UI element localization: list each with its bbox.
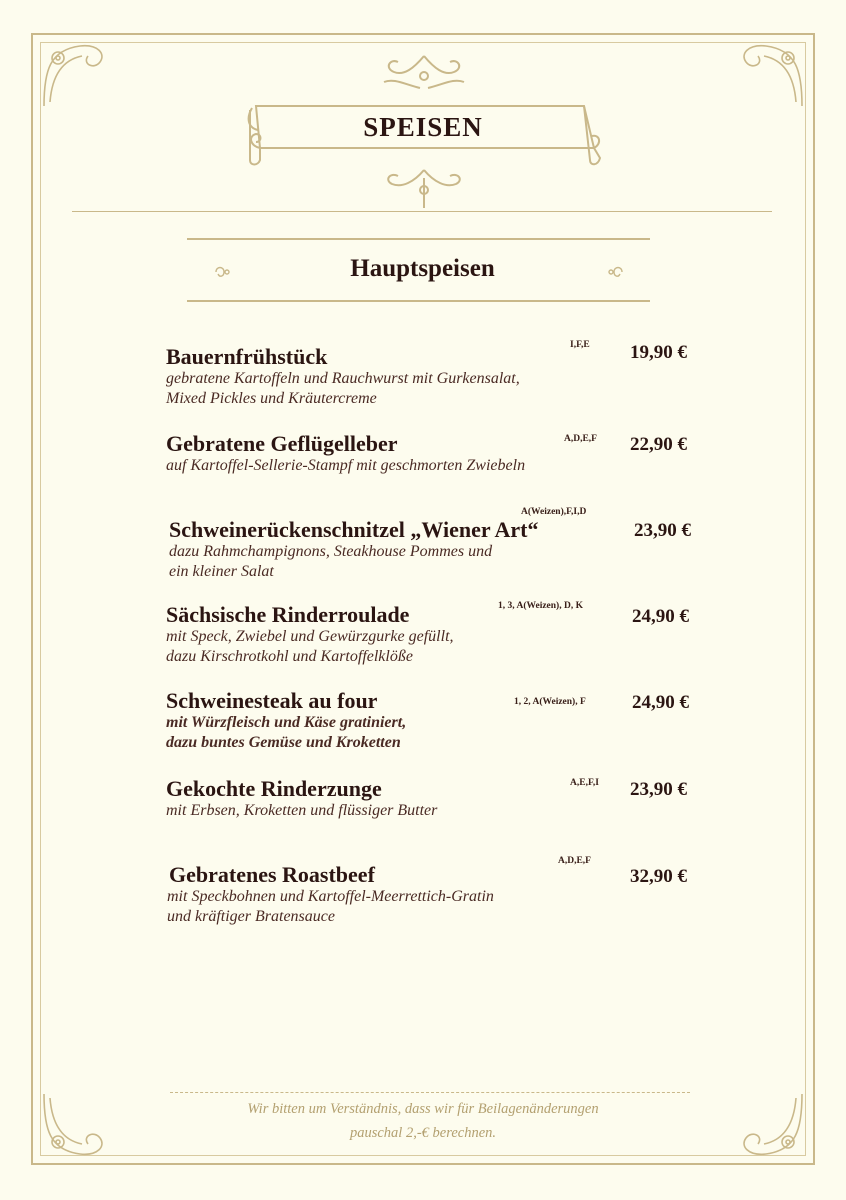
corner-ornament-icon (736, 1090, 806, 1160)
allergen-codes: A,D,E,F (558, 856, 591, 866)
menu-item (166, 432, 706, 476)
corner-ornament-icon (40, 1090, 110, 1160)
dish-description: mit Würzfleisch und Käse gratiniert, (166, 714, 407, 731)
footer-line: pauschal 2,-€ berechnen. (349, 1125, 497, 1141)
allergen-codes: 1, 3, A(Weizen), D, K (498, 601, 583, 611)
menu-item (169, 863, 709, 927)
dish-description: Mixed Pickles und Kräutercreme (166, 390, 377, 407)
dish-name: Gebratenes Roastbeef (169, 862, 375, 887)
header-divider (72, 211, 772, 212)
dish-description: auf Kartoffel-Sellerie-Stampf mit geschmorten Zwiebeln (166, 457, 526, 474)
dish-price: 24,90 € (632, 606, 689, 627)
dish-description: mit Speck, Zwiebel und Gewürzgurke gefüllt, (166, 628, 454, 645)
dish-description: gebratene Kartoffeln und Rauchwurst mit Gurkensalat, (166, 370, 520, 387)
dish-description: ein kleiner Salat (169, 563, 274, 580)
menu-item (166, 345, 706, 409)
corner-ornament-icon (40, 40, 110, 110)
dish-name: Sächsische Rinderroulade (166, 602, 410, 627)
dish-description: und kräftiger Bratensauce (167, 908, 335, 925)
dish-description: dazu Kirschrotkohl und Kartoffelklöße (166, 648, 413, 665)
allergen-codes: 1, 2, A(Weizen), F (514, 697, 586, 707)
allergen-codes: A(Weizen),F,I,D (521, 507, 587, 517)
dish-name: Gebratene Geflügelleber (166, 431, 398, 456)
menu-item (166, 689, 706, 753)
allergen-codes: A,D,E,F (564, 434, 597, 444)
section-bottom-rule (187, 300, 650, 302)
menu-item (166, 777, 706, 821)
dish-price: 22,90 € (630, 434, 687, 455)
allergen-codes: A,E,F,I (570, 778, 599, 788)
section-top-rule (187, 238, 650, 240)
dish-description: dazu buntes Gemüse und Kroketten (166, 734, 401, 751)
menu-item (169, 518, 709, 582)
dish-description: mit Erbsen, Kroketten und flüssiger Butter (166, 802, 438, 819)
page-title: SPEISEN (363, 112, 483, 142)
dish-price: 23,90 € (630, 779, 687, 800)
allergen-codes: I,F,E (570, 340, 590, 350)
dish-name: Schweinerückenschnitzel „Wiener Art“ (169, 517, 539, 542)
dish-name: Schweinesteak au four (166, 688, 378, 713)
dish-description: dazu Rahmchampignons, Steakhouse Pommes und (169, 543, 493, 560)
dish-price: 19,90 € (630, 342, 687, 363)
corner-ornament-icon (736, 40, 806, 110)
dish-price: 32,90 € (630, 866, 687, 887)
dish-price: 23,90 € (634, 520, 691, 541)
dish-name: Bauernfrühstück (166, 344, 328, 369)
dish-name: Gekochte Rinderzunge (166, 776, 382, 801)
footer-note (150, 1097, 696, 1145)
dish-description: mit Speckbohnen und Kartoffel-Meerrettich-Gratin (167, 888, 494, 905)
section-title: Hauptspeisen (350, 255, 495, 282)
footer-divider (170, 1092, 690, 1093)
footer-line: Wir bitten um Verständnis, dass wir für Beilagenänderungen (247, 1101, 599, 1117)
dish-price: 24,90 € (632, 692, 689, 713)
menu-item (166, 603, 706, 667)
